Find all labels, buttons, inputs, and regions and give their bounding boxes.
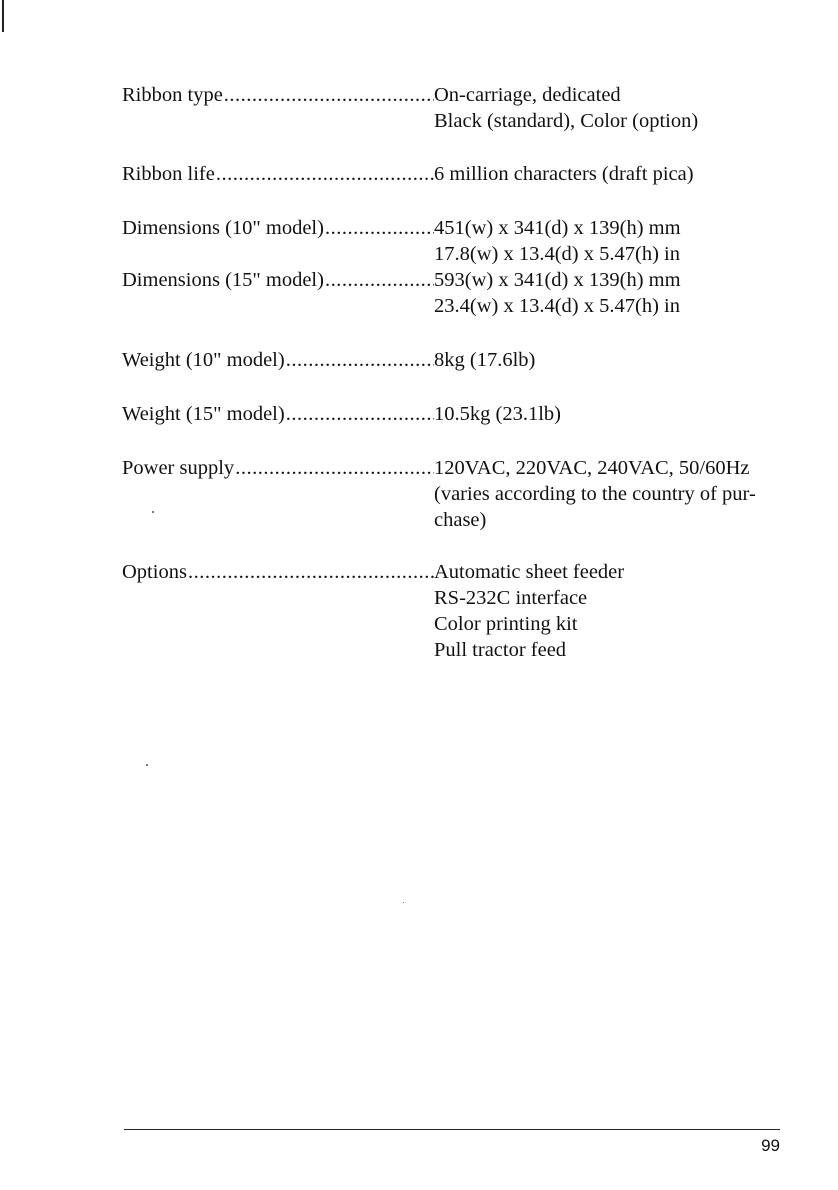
- spec-row-dimensions-15: [122, 267, 812, 319]
- spec-label: Ribbon type: [122, 84, 223, 106]
- spec-value: 451(w) x 341(d) x 139(h) mm: [434, 217, 681, 239]
- spec-value: 17.8(w) x 13.4(d) x 5.47(h) in: [434, 243, 680, 265]
- spec-value: 23.4(w) x 13.4(d) x 5.47(h) in: [434, 295, 680, 317]
- spec-row-options: [122, 559, 812, 663]
- spec-row-dimensions-10: [122, 215, 812, 267]
- dot-leader: [325, 267, 434, 293]
- scan-speck: [403, 902, 404, 903]
- specifications-list: [122, 82, 812, 663]
- spec-value: 120VAC, 220VAC, 240VAC, 50/60Hz: [434, 457, 750, 479]
- spec-label: Dimensions (15" model): [122, 269, 324, 291]
- dot-leader: [188, 559, 434, 585]
- spec-label: Options: [122, 561, 187, 583]
- dot-leader: [235, 455, 434, 481]
- spec-value: 10.5kg (23.1lb): [434, 403, 561, 425]
- page-edge-mark: [2, 0, 4, 32]
- spec-label: Dimensions (10" model): [122, 217, 324, 239]
- spec-label: Weight (10" model): [122, 349, 285, 371]
- scan-speck: [152, 511, 154, 513]
- spec-value: (varies according to the country of pur-: [434, 483, 756, 505]
- spec-value: Automatic sheet feeder: [434, 561, 625, 583]
- page-number: 99: [761, 1136, 780, 1155]
- spec-row-weight-10: [122, 347, 812, 373]
- dot-leader: [286, 401, 434, 427]
- dot-leader: [286, 347, 434, 373]
- spec-value: Pull tractor feed: [434, 639, 567, 661]
- spec-row-weight-15: [122, 401, 812, 427]
- scan-speck: [146, 764, 148, 766]
- spec-row-power-supply: [122, 455, 812, 533]
- spec-value: 593(w) x 341(d) x 139(h) mm: [434, 269, 681, 291]
- dot-leader: [325, 215, 434, 241]
- spec-value: On-carriage, dedicated: [434, 84, 621, 106]
- spec-row-ribbon-type: [122, 82, 812, 134]
- footer-rule: [124, 1129, 780, 1130]
- spec-value: Color printing kit: [434, 613, 578, 635]
- spec-value: Black (standard), Color (option): [434, 110, 699, 132]
- spec-value: chase): [434, 509, 487, 531]
- spec-row-ribbon-life: [122, 161, 812, 187]
- spec-label: Power supply: [122, 457, 235, 479]
- dot-leader: [216, 161, 434, 187]
- spec-value: RS-232C interface: [434, 587, 588, 609]
- spec-value: 6 million characters (draft pica): [434, 163, 694, 185]
- spec-value: 8kg (17.6lb): [434, 349, 536, 371]
- spec-label: Ribbon life: [122, 163, 215, 185]
- dot-leader: [224, 82, 434, 108]
- spec-label: Weight (15" model): [122, 403, 285, 425]
